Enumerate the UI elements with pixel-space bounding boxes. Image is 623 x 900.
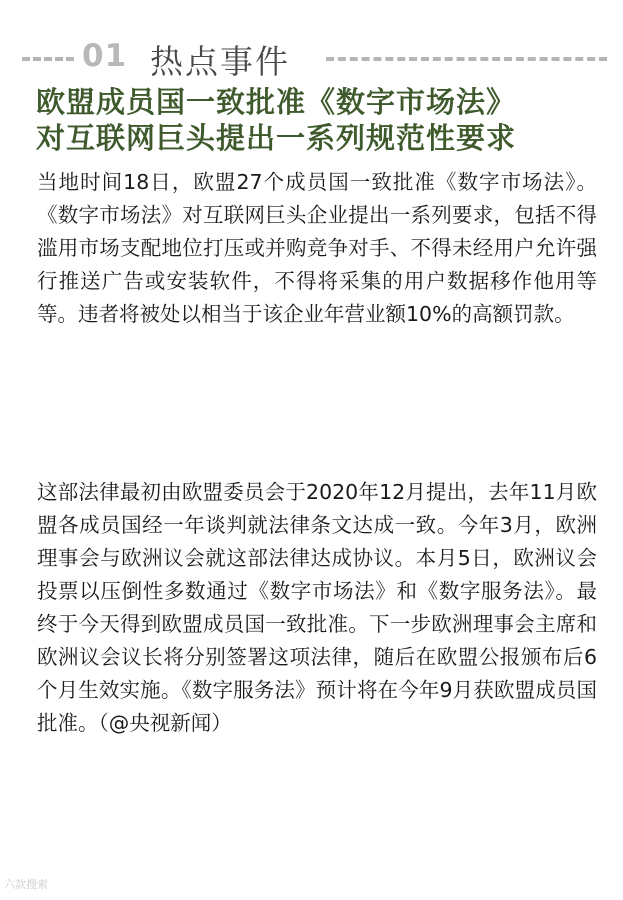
article-paragraph-1: 当地时间18日，欧盟27个成员国一致批准《数字市场法》。《数字市场法》对互联网巨头企业提出一系列要求，包括不得滥用市场支配地位打压或并购竞争对手、不得未经用户允许强行推送广告或安装软件，不得将采集的用户数据移作他用等等。违者将被处以相当于该企业年营业额10%的高额罚款。 [37, 170, 597, 326]
article-paragraph-2: 这部法律最初由欧盟委员会于2020年12月提出，去年11月欧盟各成员国经一年谈判就法律条文达成一致。今年3月，欧洲理事会与欧洲议会就这部法律达成协议。本月5日，欧洲议会投票以压倒性多数通过《数字市场法》和《数字服务法》。最终于今天得到欧盟成员国一致批准。下一步欧洲理事会主席和欧洲议会议长将分别签署这项法律，随后在欧盟公报颁布后6个月生效实施。《数字服务法》预计将在今年9月获欧盟成员国批准。（@央视新闻） [37, 480, 597, 735]
section-title: 热点事件 [150, 42, 290, 81]
watermark: 六款搜索 [4, 878, 48, 891]
article-headline [36, 84, 606, 156]
section-number: 01 [82, 38, 128, 74]
headline-line-1: 欧盟成员国一致批准《数字市场法》 [36, 85, 517, 119]
section-header [22, 36, 607, 84]
divider-left [22, 57, 74, 61]
headline-line-2: 对互联网巨头提出一系列规范性要求 [36, 121, 517, 155]
divider-right [326, 57, 607, 61]
